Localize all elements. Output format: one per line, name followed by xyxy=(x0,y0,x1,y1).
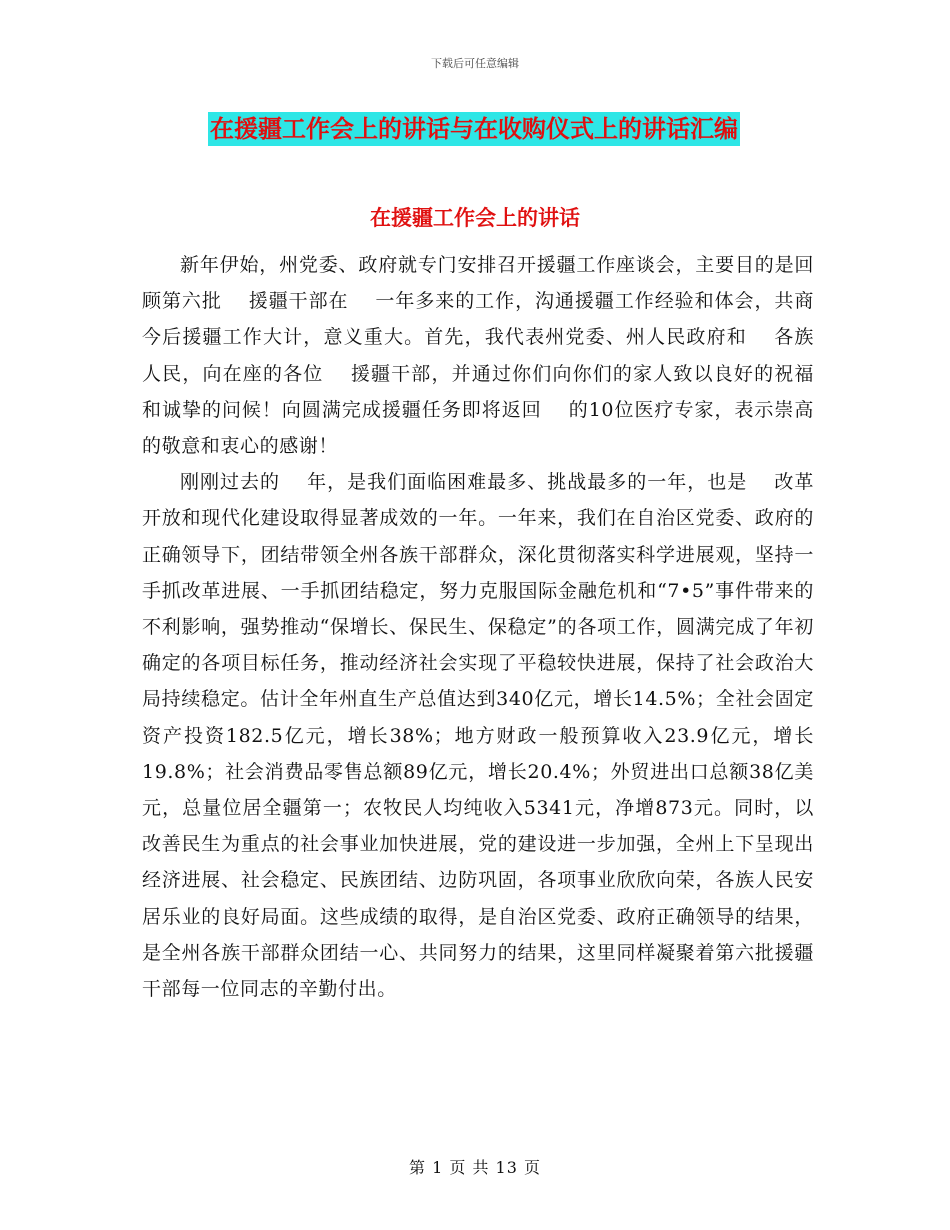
document-title: 在援疆工作会上的讲话与在收购仪式上的讲话汇编 xyxy=(208,112,740,146)
page-footer: 第 1 页 共 13 页 xyxy=(409,1158,541,1177)
header-note: 下载后可任意编辑 xyxy=(431,57,519,70)
paragraph-1: 新年伊始，州党委、政府就专门安排召开援疆工作座谈会，主要目的是回顾第六批 援疆干部在 一年多来的工作，沟通援疆工作经验和体会，共商今后援疆工作大计，意义重大。首先，我代表州党委、州人民政府和 各族人民，向在座的各位 援疆干部，并通过你们向你们的家人致以良好的祝福和诚挚的问候！向圆满完成援疆任务即将返回 的10位医疗专家，表示崇高的敬意和衷心的感谢！ xyxy=(142,254,814,458)
body-text xyxy=(142,247,814,1007)
paragraph-2: 刚刚过去的 年，是我们面临困难最多、挑战最多的一年，也是 改革开放和现代化建设取得显著成效的一年。一年来，我们在自治区党委、政府的正确领导下，团结带领全州各族干部群众，深化贯彻落实科学进展观，坚持一手抓改革进展、一手抓团结稳定，努力克服国际金融危机和“7•5”事件带来的不利影响，强势推动“保增长、保民生、保稳定”的各项工作，圆满完成了年初确定的各项目标任务，推动经济社会实现了平稳较快进展，保持了社会政治大局持续稳定。估计全年州直生产总值达到340亿元，增长14.5%；全社会固定资产投资182.5亿元，增长38%；地方财政一般预算收入23.9亿元，增长19.8%；社会消费品零售总额89亿元，增长20.4%；外贸进出口总额38亿美元，总量位居全疆第一；农牧民人均纯收入5341元，净增873元。同时，以改善民生为重点的社会事业加快进展，党的建设进一步加强，全州上下呈现出经济进展、社会稳定、民族团结、边防巩固，各项事业欣欣向荣，各族人民安居乐业的良好局面。这些成绩的取得，是自治区党委、政府正确领导的结果，是全州各族干部群众团结一心、共同努力的结果，这里同样凝聚着第六批援疆干部每一位同志的辛勤付出。 xyxy=(142,471,814,1001)
section-title: 在援疆工作会上的讲话 xyxy=(370,206,580,230)
